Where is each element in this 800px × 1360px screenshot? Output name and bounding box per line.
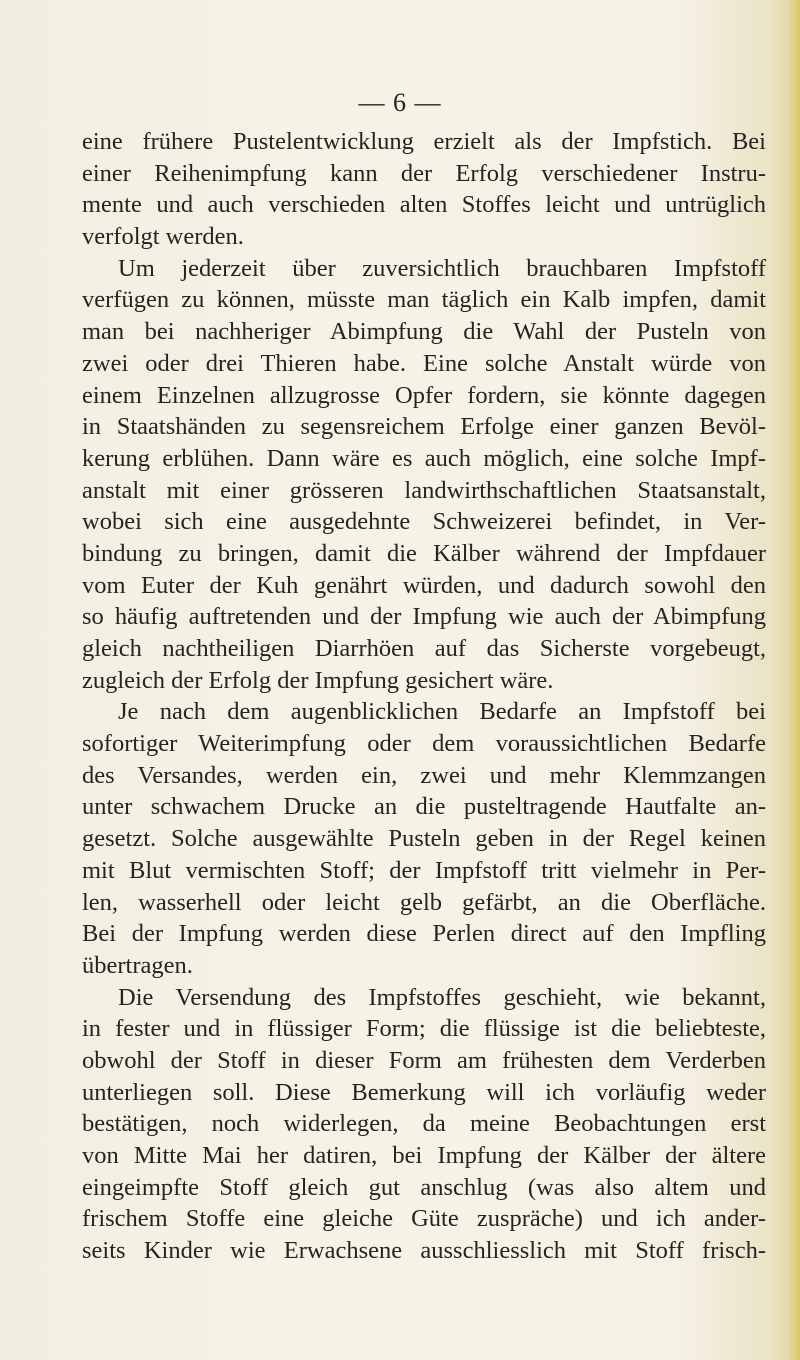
- body-text: [82, 126, 766, 1267]
- text-line: gesetzt. Solche ausgewählte Pusteln geben in der Regel keinen: [82, 825, 766, 853]
- text-line: anstalt mit einer grösseren landwirthschaftlichen Staatsanstalt,: [82, 476, 766, 504]
- text-line: mente und auch verschieden alten Stoffes leicht und untrüglich: [82, 191, 766, 219]
- text-line: zwei oder drei Thieren habe. Eine solche Anstalt würde von: [82, 349, 766, 377]
- text-line: einer Reihenimpfung kann der Erfolg verschiedener Instru-: [82, 159, 766, 187]
- text-line: zugleich der Erfolg der Impfung gesichert wäre.: [82, 666, 554, 694]
- text-line: len, wasserhell oder leicht gelb gefärbt, an die Oberfläche.: [82, 888, 766, 916]
- text-line: gleich nachtheiligen Diarrhöen auf das Sicherste vorgebeugt,: [82, 635, 766, 662]
- text-line: man bei nachheriger Abimpfung die Wahl der Pusteln von: [82, 318, 766, 346]
- text-line: verfolgt werden.: [82, 223, 244, 251]
- text-line: bestätigen, noch widerlegen, da meine Beobachtungen erst: [82, 1110, 766, 1138]
- text-line: wobei sich eine ausgedehnte Schweizerei befindet, in Ver-: [82, 508, 766, 536]
- page-number: — 6 —: [358, 88, 442, 117]
- text-line: in fester und in flüssiger Form; die flüssige ist die beliebteste,: [82, 1015, 766, 1043]
- text-line: eingeimpfte Stoff gleich gut anschlug (was also altem und: [82, 1173, 766, 1201]
- text-line: in Staatshänden zu segensreichem Erfolge einer ganzen Bevöl-: [82, 413, 766, 441]
- text-line: Je nach dem augenblicklichen Bedarfe an Impfstoff bei: [118, 698, 766, 726]
- text-line: einem Einzelnen allzugrosse Opfer fordern, sie könnte dagegen: [82, 381, 766, 409]
- text-line: unter schwachem Drucke an die pusteltragende Hautfalte an-: [82, 793, 766, 821]
- text-line: des Versandes, werden ein, zwei und mehr Klemmzangen: [82, 761, 766, 789]
- text-line: Bei der Impfung werden diese Perlen direct auf den Impfling: [82, 920, 766, 948]
- text-line: kerung erblühen. Dann wäre es auch möglich, eine solche Impf-: [82, 444, 766, 472]
- text-line: obwohl der Stoff in dieser Form am frühesten dem Verderben: [82, 1046, 766, 1074]
- text-line: so häufig auftretenden und der Impfung wie auch der Abimpfung: [82, 603, 766, 631]
- text-line: seits Kinder wie Erwachsene ausschliesslich mit Stoff frisch-: [82, 1237, 766, 1265]
- text-line: Die Versendung des Impfstoffes geschieht, wie bekannt,: [118, 983, 766, 1011]
- text-line: mit Blut vermischten Stoff; der Impfstoff tritt vielmehr in Per-: [82, 856, 766, 884]
- text-line: von Mitte Mai her datiren, bei Impfung der Kälber der ältere: [82, 1142, 766, 1169]
- text-line: eine frühere Pustelentwicklung erzielt als der Impfstich. Bei: [82, 128, 766, 155]
- text-line: frischem Stoffe eine gleiche Güte zuspräche) und ich ander-: [82, 1205, 766, 1233]
- text-line: unterliegen soll. Diese Bemerkung will ich vorläufig weder: [82, 1078, 766, 1106]
- text-line: sofortiger Weiterimpfung oder dem voraussichtlichen Bedarfe: [82, 730, 766, 758]
- text-line: vom Euter der Kuh genährt würden, und dadurch sowohl den: [82, 571, 766, 599]
- text-line: bindung zu bringen, damit die Kälber während der Impfdauer: [82, 539, 766, 567]
- text-line: verfügen zu können, müsste man täglich ein Kalb impfen, damit: [82, 286, 766, 314]
- text-line: übertragen.: [82, 951, 193, 979]
- text-line: Um jederzeit über zuversichtlich brauchbaren Impfstoff: [118, 254, 766, 282]
- page-edge-discoloration: [788, 0, 800, 1360]
